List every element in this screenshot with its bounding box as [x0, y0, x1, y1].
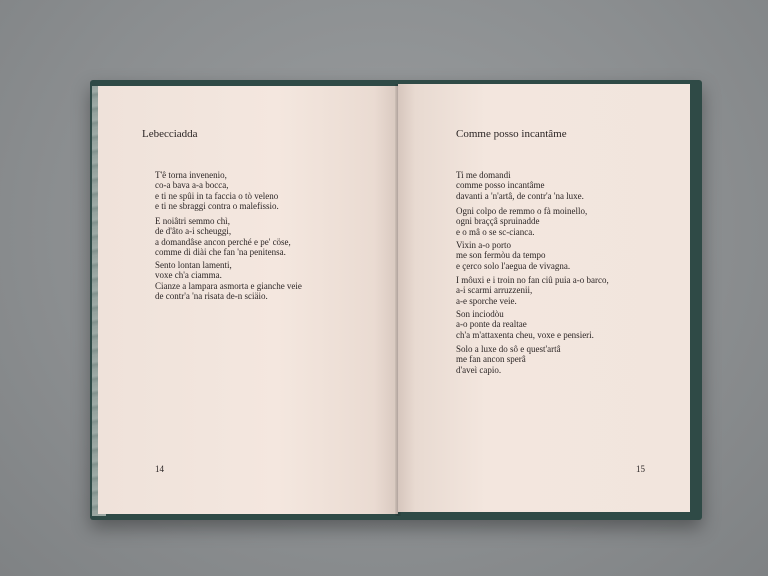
- right-stanza-6: [456, 344, 561, 375]
- left-stanza-3: [155, 260, 302, 302]
- verse-line: me fan ancon sperâ: [456, 354, 526, 365]
- verse-line: comme di diài che fan 'na penitensa.: [155, 247, 286, 258]
- verse-line: a-o ponte da realtae: [456, 319, 527, 330]
- verse-line: T'ê torna invenenio,: [155, 170, 227, 180]
- verse-line: co-a bava a-a bocca,: [155, 180, 229, 191]
- verse-line: Solo a luxe do sô e quest'artâ: [456, 344, 561, 354]
- verse-line: ch'a m'attaxenta cheu, voxe e pensieri.: [456, 329, 594, 340]
- verse-line: Ogni colpo de remmo o fà moinello,: [456, 206, 588, 216]
- right-stanza-3: [456, 240, 570, 271]
- right-page: [398, 84, 690, 512]
- verse-line: a-i scarmi arruzzenii,: [456, 285, 533, 296]
- verse-line: ogni braççâ spruinadde: [456, 216, 540, 227]
- verse-line: Ti me domandi: [456, 170, 511, 180]
- verse-line: de d'âto a-i scheuggi,: [155, 226, 232, 237]
- right-page-title: Comme posso incantâme: [456, 128, 567, 140]
- verse-line: a domandâse ancon perché e pe' cöse,: [155, 236, 291, 247]
- verse-line: E noiâtri semmo chì,: [155, 216, 230, 226]
- verse-line: e ti ne spûi in ta faccia o tò veleno: [155, 190, 279, 201]
- left-page-number: 14: [155, 464, 164, 474]
- verse-line: e ti ne sbraggi contra o malefissio.: [155, 201, 279, 212]
- right-stanza-4: [456, 275, 609, 306]
- verse-line: Sento lontan lamenti,: [155, 260, 232, 270]
- right-stanza-1: [456, 170, 584, 201]
- verse-line: I môuxi e i troin no fan ciû puia a-o barco,: [456, 275, 609, 285]
- right-page-number: 15: [636, 464, 645, 474]
- left-page-title: Lebecciadda: [142, 128, 198, 140]
- right-stanza-5: [456, 309, 594, 340]
- verse-line: Vixin a-o porto: [456, 240, 511, 250]
- verse-line: de contr'a 'na risata de-n sciäio.: [155, 291, 268, 302]
- verse-line: e çerco solo l'aegua de vivagna.: [456, 260, 571, 271]
- left-stanza-2: [155, 216, 291, 258]
- verse-line: davanti a 'n'artâ, de contr'a 'na luxe.: [456, 190, 584, 201]
- verse-line: Son inciodòu: [456, 309, 504, 319]
- verse-line: voxe ch'a ciamma.: [155, 270, 222, 281]
- verse-line: a-e sporche veie.: [456, 295, 517, 306]
- verse-line: d'aveì capio.: [456, 364, 502, 375]
- left-page: [98, 86, 398, 514]
- right-stanza-2: [456, 206, 587, 237]
- left-stanza-1: [155, 170, 279, 212]
- verse-line: comme posso incantâme: [456, 180, 545, 191]
- verse-line: Cianze a lampara asmorta e gianche veie: [155, 280, 302, 291]
- verse-line: e o mâ o se sc-cianca.: [456, 226, 535, 237]
- verse-line: me son fermòu da tempo: [456, 250, 546, 261]
